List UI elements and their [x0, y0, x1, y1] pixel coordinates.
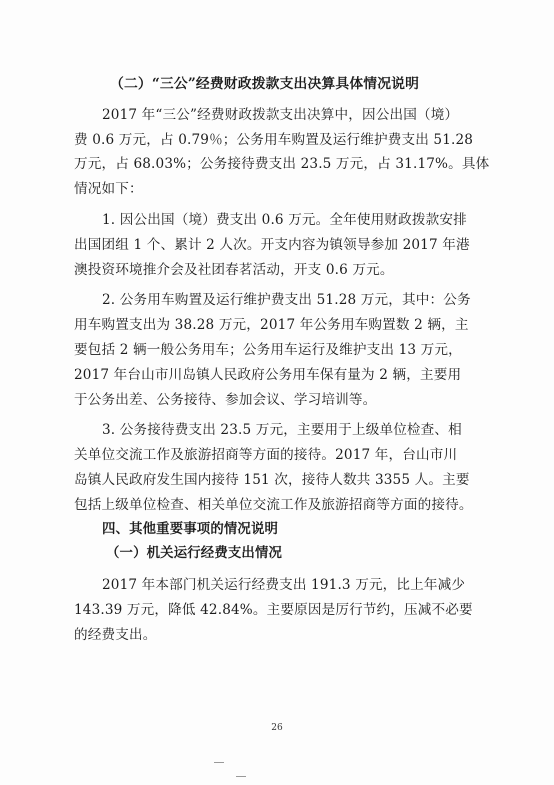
paragraph-line: 出国团组 1 个、累计 2 人次。开支内容为镇领导参加 2017 年港 [74, 236, 470, 253]
paragraph-line: 1. 因公出国（境）费支出 0.6 万元。全年使用财政拨款安排 [102, 211, 467, 228]
section-heading: 四、其他重要事项的情况说明 [102, 521, 279, 537]
document-body [74, 72, 490, 648]
paragraph-line: 2017 年本部门机关运行经费支出 191.3 万元，比上年减少 [102, 577, 466, 594]
paragraph-line: 岛镇人民政府发生国内接待 151 次，接待人数共 3355 人。主要 [74, 471, 470, 488]
paragraph-line: 费 0.6 万元，占 0.79％；公务用车购置及运行维护费支出 51.28 [74, 131, 474, 148]
paragraph-line: 关单位交流工作及旅游招商等方面的接待。2017 年，台山市川 [74, 447, 458, 464]
page-number: 26 [271, 723, 283, 733]
paragraph-line: 2017 年“三公”经费财政拨款支出决算中，因公出国（境） [102, 106, 459, 123]
paragraph-line: 澳投资环境推介会及社团春茗活动，开支 0.6 万元。 [74, 261, 394, 278]
paragraph-line: 的经费支出。 [74, 626, 157, 643]
subsection-heading: （一）机关运行经费支出情况 [106, 546, 283, 562]
paragraph-line: 万元，占 68.03%；公务接待费支出 23.5 万元，占 31.17%。具体 [74, 156, 490, 173]
paragraph-line: 于公务出差、公务接待、参加会议、学习培训等。 [74, 391, 377, 408]
scan-mark [236, 776, 246, 777]
paragraph-line: 用车购置支出为 38.28 万元，2017 年公务用车购置数 2 辆，主 [74, 317, 469, 334]
section-title: （二）“三公”经费财政拨款支出决算具体情况说明 [110, 76, 420, 92]
paragraph-line: 包括上级单位检查、相关单位交流工作及旅游招商等方面的接待。 [74, 496, 473, 513]
paragraph-line: 2. 公务用车购置及运行维护费支出 51.28 万元，其中：公务 [102, 292, 471, 309]
paragraph-line: 2017 年台山市川岛镇人民政府公务用车保有量为 2 辆，主要用 [74, 366, 462, 383]
paragraph-line: 情况如下： [74, 181, 143, 198]
scan-mark [214, 762, 224, 763]
paragraph-line: 143.39 万元，降低 42.84%。主要原因是厉行节约，压减不必要 [74, 601, 473, 618]
paragraph-line: 要包括 2 辆一般公务用车；公务用车运行及维护支出 13 万元， [74, 341, 462, 358]
paragraph-line: 3. 公务接待费支出 23.5 万元，主要用于上级单位检查、相 [102, 422, 462, 439]
